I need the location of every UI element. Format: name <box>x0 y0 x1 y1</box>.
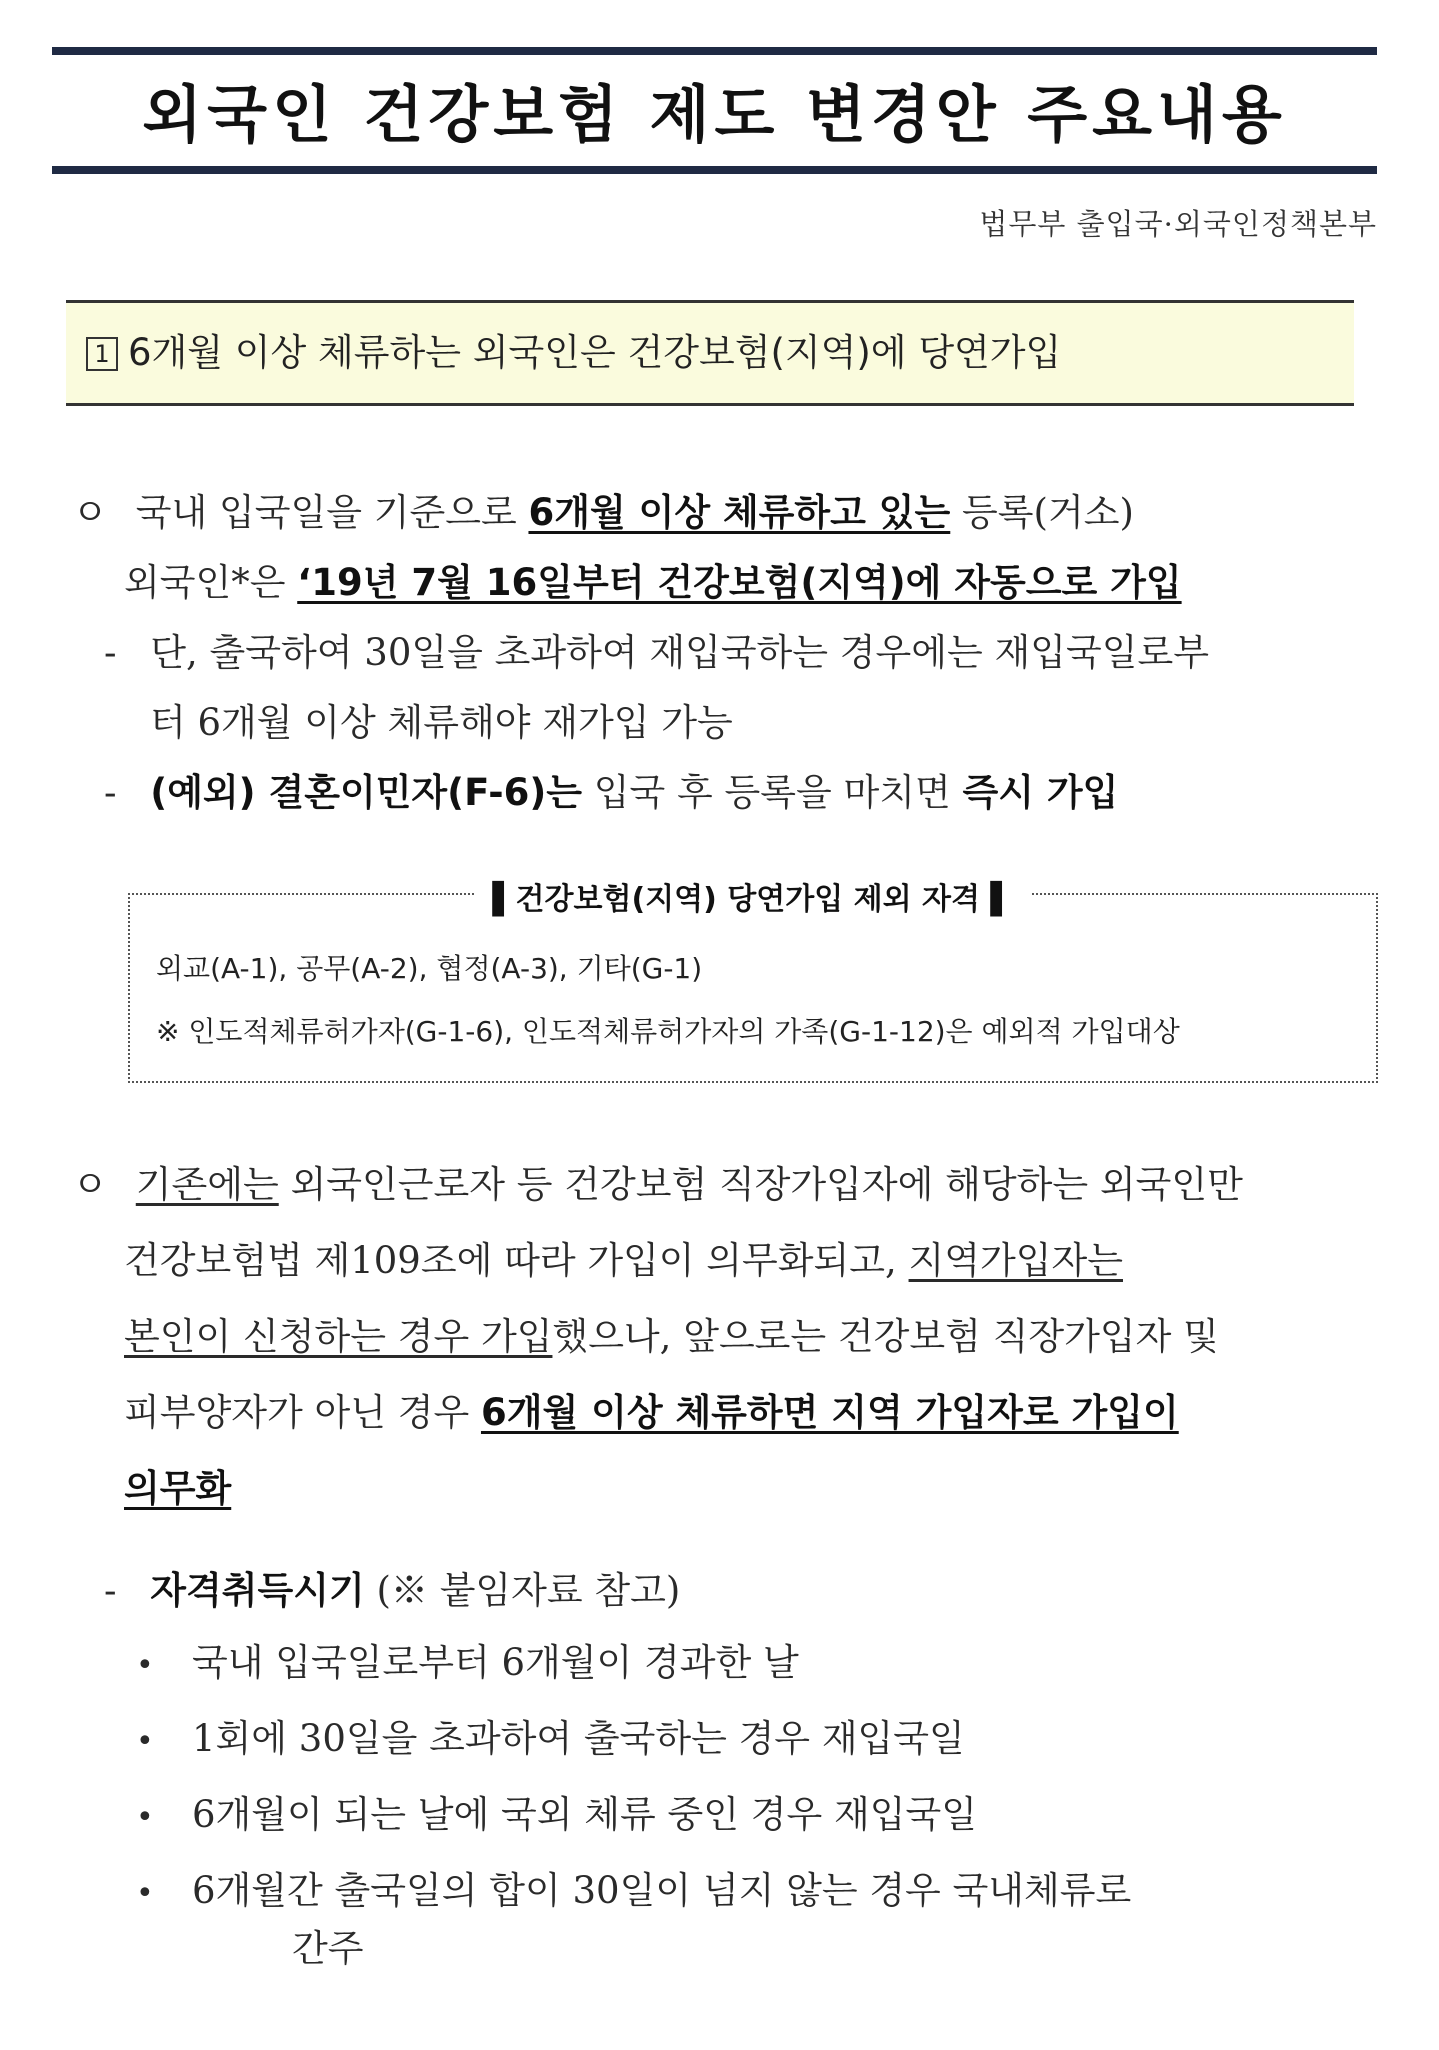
exclusion-box <box>128 882 1378 1083</box>
p2-line1 <box>72 1161 1243 1209</box>
circle-bullet-icon: ㅇ <box>72 1163 108 1206</box>
p2-underline: 지역가입자는 <box>908 1239 1123 1282</box>
d1-text: 단, 출국하여 30일을 초과하여 재입국하는 경우에는 재입국일로부 <box>150 631 1209 674</box>
d2-text: 입국 후 등록을 마치면 <box>581 771 963 814</box>
bullet-dot-icon: • <box>136 1800 154 1835</box>
p2-underline: 본인이 신청하는 경우 가입 <box>124 1315 553 1358</box>
d2-exception: (예외) 결혼이민자(F-6)는 <box>150 771 582 814</box>
p1-line1 <box>72 489 1134 537</box>
p1-text: 국내 입국일을 기준으로 <box>135 491 529 534</box>
p1-text: 등록(거소) <box>950 491 1134 534</box>
bullet-dot-icon: • <box>136 1876 154 1911</box>
page-title: 외국인 건강보험 제도 변경안 주요내용 <box>142 78 1287 151</box>
p2-emphasis: 6개월 이상 체류하면 지역 가입자로 가입이 <box>480 1391 1179 1434</box>
section-heading <box>66 300 1354 406</box>
p1-line2 <box>124 559 1182 607</box>
d2-line <box>104 769 1118 817</box>
p2-line3 <box>124 1313 1219 1361</box>
list-item <box>136 1791 977 1842</box>
d3-note: (※ 붙임자료 참고) <box>364 1569 681 1612</box>
p2-underline: 기존에는 <box>135 1163 279 1206</box>
d1-line2 <box>150 699 733 747</box>
section-number: 1 <box>86 337 118 371</box>
circle-bullet-icon: ㅇ <box>72 491 108 534</box>
p2-line4 <box>124 1389 1179 1437</box>
p2-line2 <box>124 1237 1123 1285</box>
bullet-dot-icon: • <box>136 1724 154 1759</box>
list-item-text: 간주 <box>292 1927 364 1970</box>
exclusion-box-title-text: ▌건강보험(지역) 당연가입 제외 자격 ▌ <box>474 882 1031 917</box>
d3-heading: 자격취득시기 <box>150 1569 365 1612</box>
list-item <box>136 1867 1131 1918</box>
list-item-text: 1회에 30일을 초과하여 출국하는 경우 재입국일 <box>192 1717 965 1760</box>
list-item-text: 국내 입국일로부터 6개월이 경과한 날 <box>192 1641 799 1684</box>
p2-text: 피부양자가 아닌 경우 <box>124 1391 481 1434</box>
p2-text: 외국인근로자 등 건강보험 직장가입자에 해당하는 외국인만 <box>278 1163 1243 1206</box>
d3-line <box>104 1567 680 1615</box>
p2-emphasis: 의무화 <box>124 1467 232 1510</box>
section-heading-text: 6개월 이상 체류하는 외국인은 건강보험(지역)에 당연가입 <box>128 331 1062 374</box>
bullet-dot-icon: • <box>136 1648 154 1683</box>
p2-text: 건강보험법 제109조에 따라 가입이 의무화되고, <box>124 1239 909 1282</box>
d1-line1 <box>104 629 1209 677</box>
d1-text: 터 6개월 이상 체류해야 재가입 가능 <box>150 701 733 744</box>
list-item-text: 6개월간 출국일의 합이 30일이 넘지 않는 경우 국내체류로 <box>192 1869 1132 1912</box>
list-item-text: 6개월이 되는 날에 국외 체류 중인 경우 재입국일 <box>192 1793 977 1836</box>
title-rule-top <box>52 47 1377 55</box>
p2-text: 했으나, 앞으로는 건강보험 직장가입자 및 <box>552 1315 1219 1358</box>
dash-marker: - <box>104 1569 117 1612</box>
title-rule-bottom <box>52 166 1377 174</box>
p1-date-emphasis: ‘19년 7월 16일부터 건강보험(지역)에 자동으로 가입 <box>297 561 1182 604</box>
exclusion-list: 외교(A-1), 공무(A-2), 협정(A-3), 기타(G-1) <box>156 952 703 985</box>
exclusion-note: ※ 인도적체류허가자(G-1-6), 인도적체류허가자의 가족(G-1-12)은 예외적 가입대상 <box>156 1015 1180 1048</box>
list-item <box>136 1639 799 1690</box>
p1-text: 외국인*은 <box>124 561 298 604</box>
p1-emphasis: 6개월 이상 체류하고 있는 <box>528 491 951 534</box>
exclusion-box-title <box>130 874 1376 918</box>
d2-emphasis: 즉시 가입 <box>962 771 1119 814</box>
dash-marker: - <box>104 631 117 674</box>
list-item <box>136 1715 965 1766</box>
p2-line5 <box>124 1465 231 1513</box>
list-item-continuation <box>292 1925 363 1973</box>
dash-marker: - <box>104 771 117 814</box>
organization-name: 법무부 출입국·외국인정책본부 <box>979 207 1377 241</box>
